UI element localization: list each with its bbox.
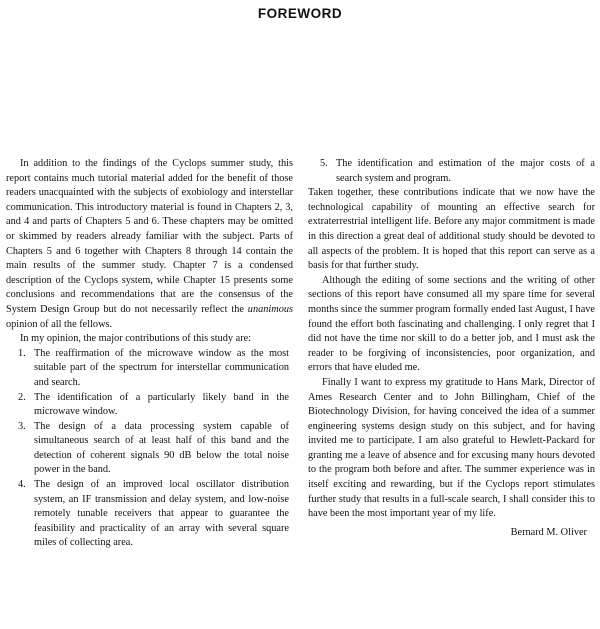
list-item-number: 2. bbox=[18, 391, 26, 403]
right-column bbox=[308, 157, 595, 540]
signature: Bernard M. Oliver bbox=[510, 526, 587, 538]
intro-paragraph bbox=[6, 157, 293, 332]
list-item-number: 4. bbox=[18, 479, 26, 491]
list-item-text: The design of an improved local oscillator distribution system, an IF transmission and delay system, and low-noise remotely tunable receivers that appear to guarantee the feasibility and practicality of an array with several square miles of collecting area. bbox=[34, 479, 289, 549]
list-item-text: The identification of a particularly likely band in the microwave window. bbox=[34, 391, 289, 418]
page-title: FOREWORD bbox=[257, 6, 343, 21]
list-item-text: The design of a data processing system capable of simultaneous search of at least half of this band and the detection of coherent signals 90 dB below the total noise power in the band. bbox=[34, 420, 289, 476]
intro-emphasis: unanimous bbox=[247, 303, 293, 315]
list-item-number: 3. bbox=[18, 420, 26, 432]
list-item-text: The reaffirmation of the microwave window as the most suitable part of the spectrum for interstellar communication and search. bbox=[34, 347, 289, 388]
gratitude-paragraph: Finally I want to express my gratitude to Hans Mark, Director of Ames Research Center and to John Billingham, Chief of the Biotechnology Division, for having conceived the idea of a summer engineering systems design study on this subject, and for having invited me to participate. I am also grateful to Hewlett-Packard for granting me a leave of absence and for excusing many hours devoted to the program both before and after. The summer experience was in itself exciting and rewarding, but if the Cyclops report stimulates further study that results in a full-scale search, I shall consider this to have been the most important year of my life. bbox=[308, 376, 595, 520]
left-column bbox=[6, 157, 293, 551]
contributions-list bbox=[6, 347, 293, 551]
intro-text-b: opinion of all the fellows. bbox=[6, 318, 113, 330]
list-item-number: 5. bbox=[320, 158, 328, 169]
intro-text-a: In addition to the findings of the Cyclops summer study, this report contains much tutorial material added for the benefit of those readers unacquainted with the subjects of exobiology and interstellar communication. This introductory material is found in Chapters 2, 3, and 4 and parts of Chapters 5 and 6. These chapters may be omitted or skimmed by readers already familiar with the subject. Parts of Chapters 5 and 6 together with Chapters 8 through 14 contain the main results of the summer study. Chapter 7 is a condensed description of the Cyclops system, while Chapter 15 presents some conclusions and recommendations that are the consensus of the System Design Group but do not necessarily reflect the bbox=[6, 158, 293, 315]
list-item bbox=[6, 478, 293, 551]
list-item bbox=[6, 347, 293, 391]
contributions-lead: In my opinion, the major contributions of this study are: bbox=[20, 333, 252, 345]
list-item-number: 1. bbox=[18, 347, 26, 359]
list-item bbox=[308, 157, 595, 186]
list-item bbox=[6, 391, 293, 420]
list-item bbox=[6, 420, 293, 478]
summary-paragraph: Taken together, these contributions indicate that we now have the technological capability of mounting an effective search for extraterrestrial intelligent life. Before any major commitment is made in this direction a great deal of additional study should be devoted to all aspects of the problem. It is hoped that this report can serve as a basis for that further study. bbox=[308, 187, 595, 272]
list-item-text: The identification and estimation of the major costs of a search system and program. bbox=[336, 158, 595, 184]
editing-paragraph: Although the editing of some sections and the writing of other sections of this report have consumed all my spare time for several months since the summer program formally ended last August, I have found the effort both fascinating and challenging. I only regret that I did not have the time nor skill to do a better job, and I must ask the reader to be forgiving of inconsistencies, poor organization, and errors that have eluded me. bbox=[308, 274, 595, 374]
